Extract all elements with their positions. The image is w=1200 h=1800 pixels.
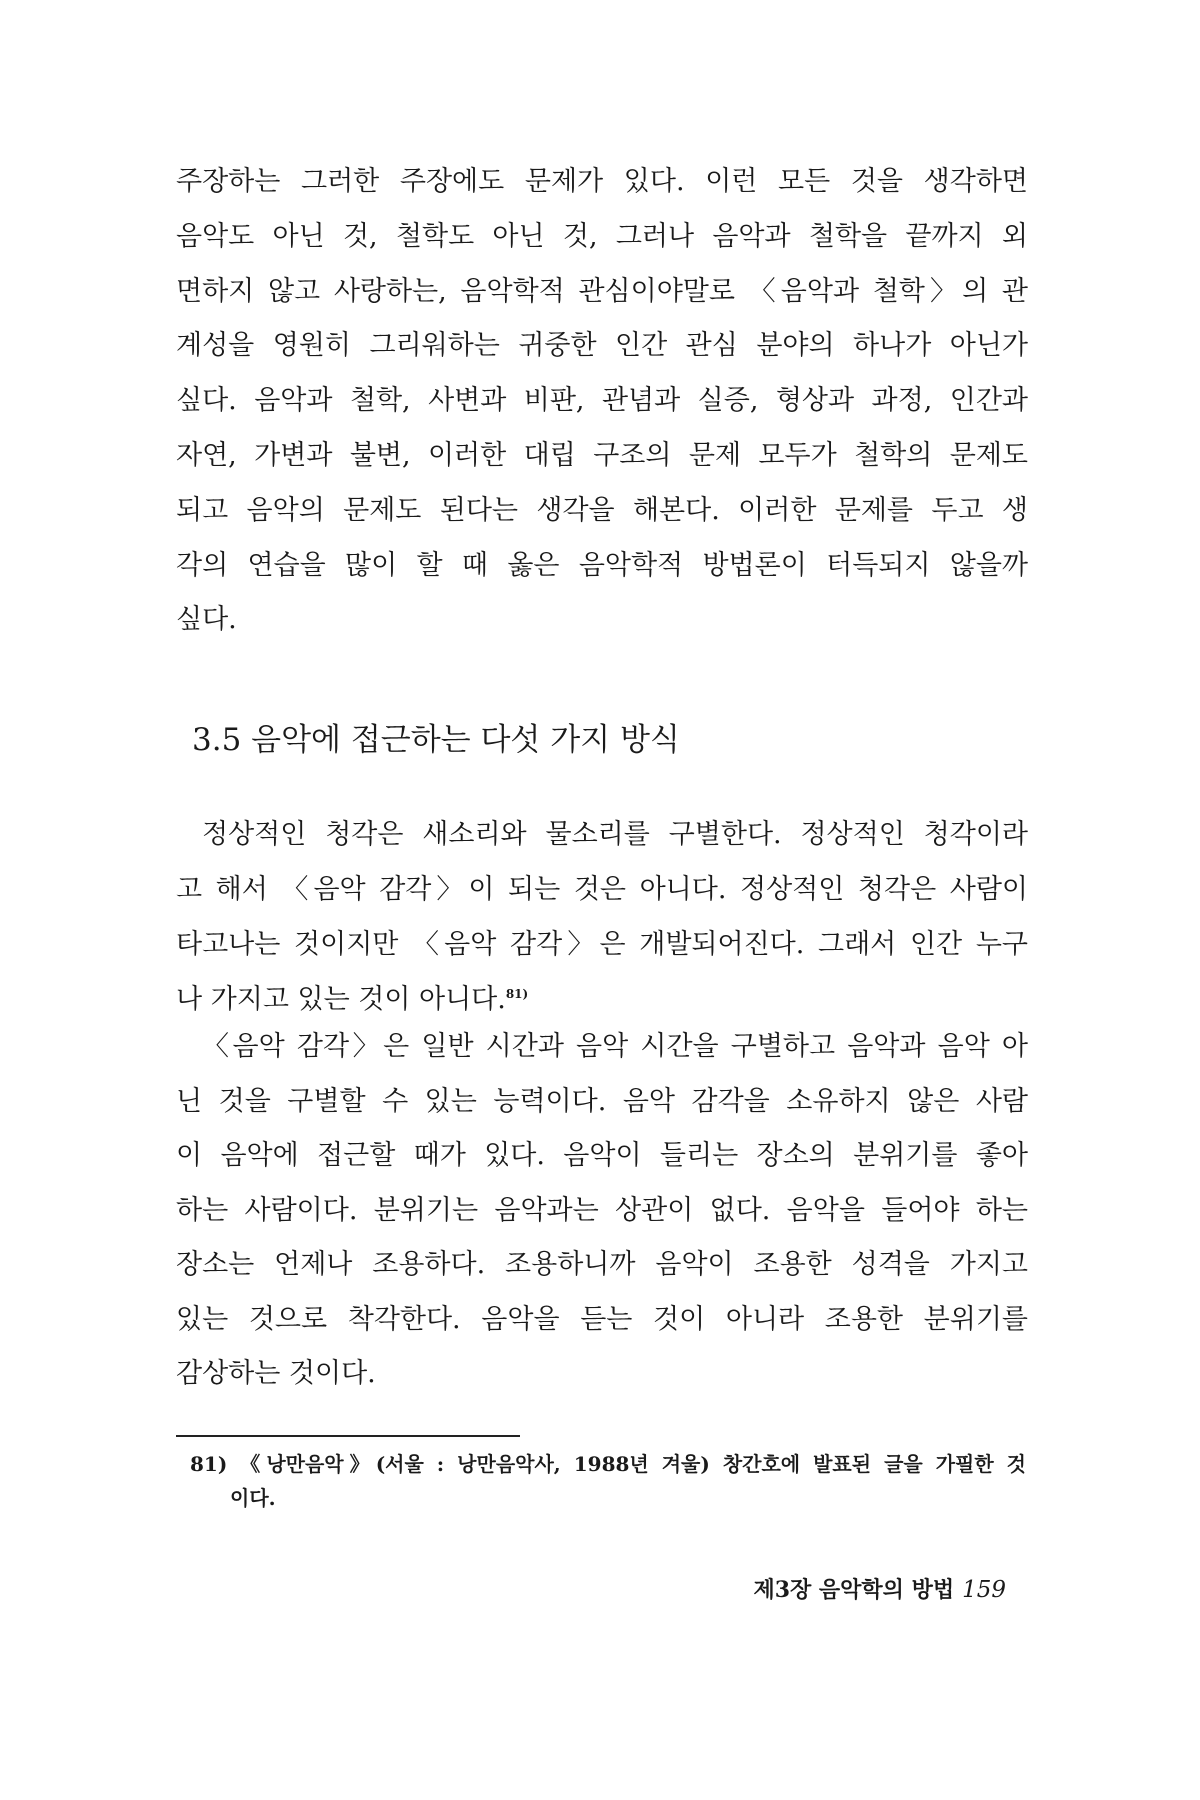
text-line: 하는 사람이다. 분위기는 음악과는 상관이 없다. 음악을 들어야 하는 (176, 1194, 1028, 1226)
text-line: 싶다. 음악과 철학, 사변과 비판, 관념과 실증, 형상과 과정, 인간과 (176, 385, 1028, 417)
text-line: 자연, 가변과 불변, 이러한 대립 구조의 문제 모두가 철학의 문제도 (176, 439, 1028, 471)
body-paragraph-1 (176, 162, 1028, 655)
text-line: 싶다. (176, 604, 237, 636)
text-line: 되고 음악의 문제도 된다는 생각을 해본다. 이러한 문제를 두고 생 (176, 494, 1028, 526)
page-number: 159 (962, 1577, 1006, 1603)
text-line: 닌 것을 구별할 수 있는 능력이다. 음악 감각을 소유하지 않은 사람 (176, 1085, 1028, 1117)
text-line: 감상하는 것이다. (176, 1358, 376, 1389)
section-heading: 3.5 음악에 접근하는 다섯 가지 방식 (192, 722, 680, 758)
running-title: 제3장 음악학의 방법 (753, 1577, 955, 1603)
text-line: 〈음악 감각〉은 일반 시간과 음악 시간을 구별하고 음악과 음악 아 (202, 1031, 1028, 1062)
text-line: 있는 것으로 착각한다. 음악을 듣는 것이 아니라 조용한 분위기를 (176, 1303, 1028, 1335)
footnote-divider (176, 1435, 520, 1437)
footnote-reference[interactable]: 81) (505, 987, 529, 1001)
text-line: 음악도 아닌 것, 철학도 아닌 것, 그러나 음악과 철학을 끝까지 외 (176, 220, 1028, 252)
text-line: 계성을 영원히 그리워하는 귀중한 인간 관심 분야의 하나가 아닌가 (176, 330, 1028, 362)
footnote-line: 이다. (230, 1486, 276, 1510)
text-line: 각의 연습을 많이 할 때 옳은 음악학적 방법론이 터득되지 않을까 (176, 549, 1028, 581)
body-paragraph-3 (176, 1027, 1028, 1409)
text-line: 장소는 언제나 조용하다. 조용하니까 음악이 조용한 성격을 가지고 (176, 1249, 1028, 1280)
text-line: 주장하는 그러한 주장에도 문제가 있다. 이런 모든 것을 생각하면 (176, 166, 1028, 197)
text-line-content: 나 가지고 있는 것이 아니다. (176, 984, 506, 1015)
text-line: 고 해서 〈음악 감각〉이 되는 것은 아니다. 정상적인 청각은 사람이 (176, 874, 1028, 905)
text-line: 정상적인 청각은 새소리와 물소리를 구별한다. 정상적인 청각이라 (202, 819, 1028, 850)
footnote (190, 1447, 1026, 1515)
text-line (176, 980, 1028, 1019)
running-footer (753, 1573, 1006, 1604)
footnote-line: 81) 《낭만음악》(서울 : 낭만음악사, 1988년 겨울) 창간호에 발표된 글을 가필한 것 (190, 1452, 1026, 1476)
body-paragraph-2 (176, 815, 1028, 1035)
text-line: 타고나는 것이지만 〈음악 감각〉은 개발되어진다. 그래서 인간 누구 (176, 929, 1028, 960)
text-line: 면하지 않고 사랑하는, 음악학적 관심이야말로 〈음악과 철학〉의 관 (176, 275, 1028, 307)
text-line: 이 음악에 접근할 때가 있다. 음악이 들리는 장소의 분위기를 좋아 (176, 1140, 1028, 1171)
